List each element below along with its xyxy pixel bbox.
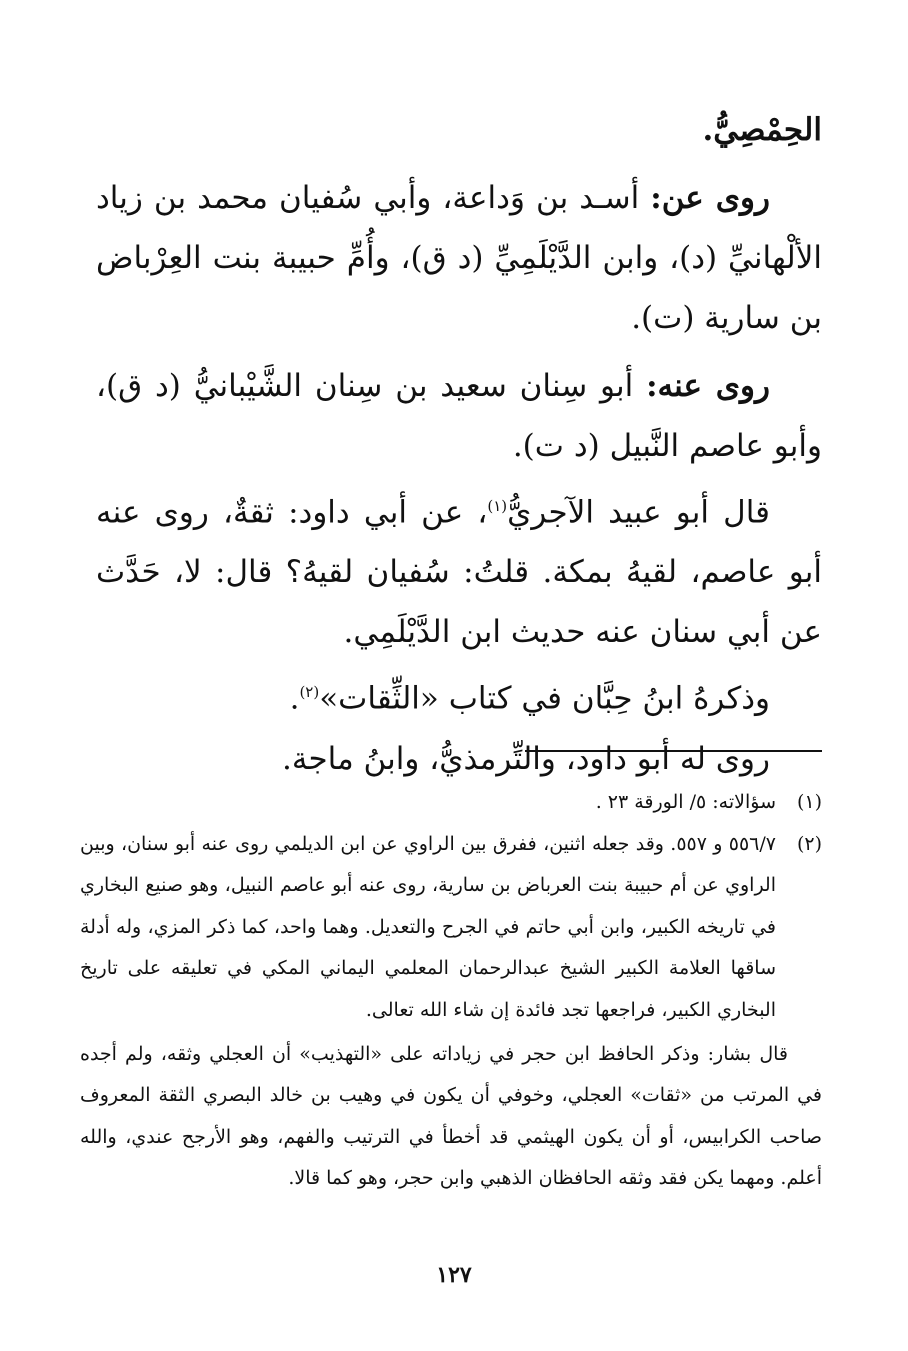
paragraph-narrated-for — [96, 729, 822, 789]
ajurri-text-start: قال أبو عبيد الآجريُّ — [507, 494, 770, 531]
heading-nisba — [96, 100, 822, 160]
paragraph-ajurri-quote — [96, 476, 822, 662]
footnote-1 — [80, 782, 822, 824]
narrated-from-lead: روى عن: — [650, 180, 770, 216]
footnote-divider — [525, 750, 822, 752]
ibn-hibban-end: . — [289, 680, 300, 717]
ajurri-text-end: ، عن أبي داود: ثقةٌ، روى عنه أبو عاصم، لقيهُ بمكة. قلتُ: سُفيان لقيهُ؟ قال: لا، حَدَّث عن أبي سنان عنه حديث ابن الدَّيْلَمِي. — [96, 494, 822, 651]
paragraph-narrated-by — [96, 356, 822, 476]
footnote-2 — [80, 824, 822, 1032]
narrated-from-text: أسـد بن وَداعة، وأبي سُفيان محمد بن زياد الألْهانيِّ (د)، وابن الدَّيْلَمِيِّ (د ق)، وأُمِّ حبيبة بنت العِرْباض بن سارية (ت). — [96, 180, 822, 336]
paragraph-ibn-hibban — [96, 662, 822, 728]
footnote-1-number: (١) — [796, 791, 822, 813]
ibn-hibban-text: وذكرهُ ابنُ حِبَّان في كتاب «الثِّقات» — [319, 680, 770, 717]
narrated-by-lead: روى عنه: — [646, 368, 770, 404]
footnote-marker-2[interactable]: (٢) — [299, 683, 320, 702]
footnote-marker-1[interactable]: (١) — [487, 497, 508, 515]
footnote-2-number: (٢) — [796, 832, 822, 855]
footnotes-section — [80, 782, 822, 1200]
footnote-2-text: ٥٥٦/٧ و ٥٥٧. وقد جعله اثنين، ففرق بين الراوي عن ابن الديلمي روى عنه أبو سنان، وبين الراوي عن أم حبيبة بنت العرباض بن سارية، روى عنه أبو عاصم النبيل، وهو صنيع البخاري في تاريخه الكبير، وابن أبي حاتم في الجرح والتعديل. وهما واحد، كما ذكر المزي، وله أدلة ساقها العلامة الكبير الشيخ عبدالرحمان المعلمي اليماني المكي في تعليقه على تاريخ البخاري الكبير، فراجعها تجد فائدة إن شاء الله تعالى. — [80, 832, 776, 1021]
nisba-text: الحِمْصِيُّ. — [702, 112, 822, 148]
page-number: ١٢٧ — [436, 1262, 472, 1288]
footnote-editor-note: قال بشار: وذكر الحافظ ابن حجر في زياداته على «التهذيب» أن العجلي وثقه، ولم أجده في المرتب من «ثقات» العجلي، وخوفي أن يكون في وهيب بن خالد البصري الثقة المعروف صاحب الكرابيس، أو أن يكون الهيثمي قد أخطأ في الترتيب والفهم، وهو الأرجح عندي، والله أعلم. ومهما يكن فقد وثقه الحافظان الذهبي وابن حجر، وهو كما قالا. — [80, 1042, 822, 1190]
paragraph-narrated-from — [96, 168, 822, 348]
footnote-1-text: سؤالاته: ٥/ الورقة ٢٣ . — [595, 791, 776, 813]
narrated-for-text: روى له أبو داود، والتِّرمذيُّ، وابنُ ماجة. — [282, 740, 770, 777]
main-text — [96, 100, 822, 789]
narrated-by-text: أبو سِنان سعيد بن سِنان الشَّيْبانيُّ (د ق)، وأبو عاصم النَّبيل (د ت). — [96, 368, 822, 464]
